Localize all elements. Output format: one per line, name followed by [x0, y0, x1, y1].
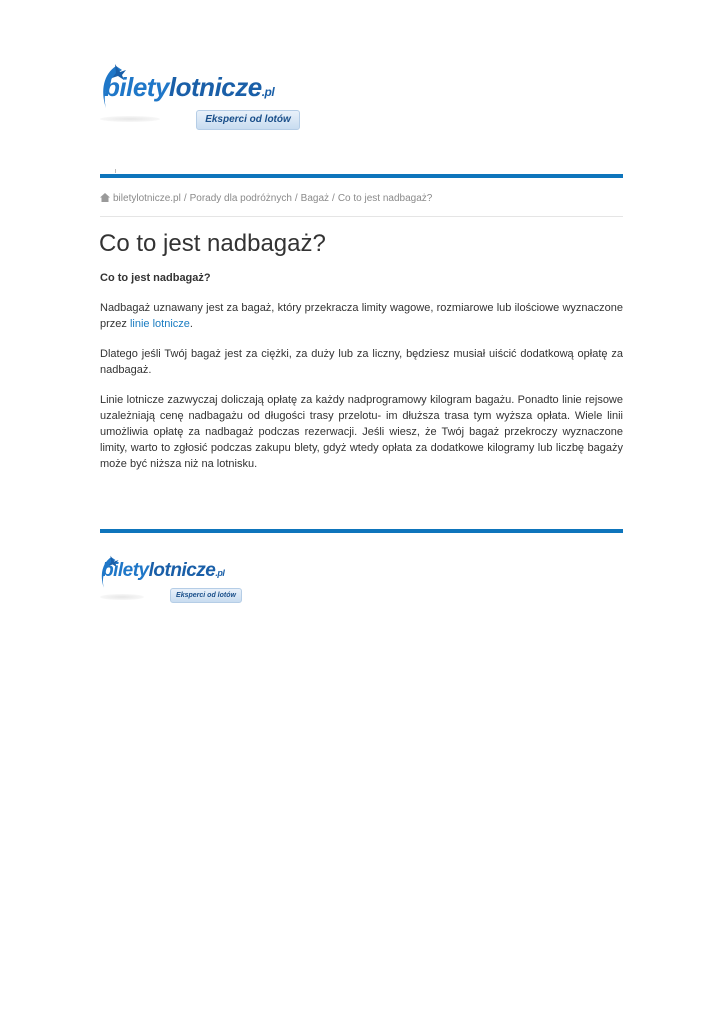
- logo-wordmark: biletylotnicze.pl: [102, 560, 225, 581]
- article-subtitle: Co to jest nadbagaż?: [100, 272, 211, 284]
- footer-logo[interactable]: [98, 551, 244, 605]
- breadcrumb-separator: /: [294, 193, 298, 204]
- breadcrumb-separator: /: [332, 193, 335, 204]
- paragraph-text: Nadbagaż uznawany jest za bagaż, który przekracza limity wagowe, rozmiarowe lub ilościowe wyznaczone przez: [100, 302, 623, 330]
- page-title: Co to jest nadbagaż?: [99, 230, 326, 257]
- paragraph-definition: [100, 300, 623, 332]
- logo-tagline: Eksperci od lotów: [170, 588, 242, 603]
- breadcrumb-divider: [100, 216, 623, 217]
- logo-wordmark: biletylotnicze.pl: [104, 72, 275, 102]
- paragraph-fee: Dlatego jeśli Twój bagaż jest za ciężki, za duży lub za liczny, będziesz musiał uiścić dodatkową opłatę za nadbagaż.: [100, 348, 623, 376]
- logo-shadow: [100, 116, 160, 122]
- breadcrumb: [100, 193, 432, 204]
- breadcrumb-item-current: Co to jest nadbagaż?: [337, 193, 433, 204]
- breadcrumb-item-home[interactable]: biletylotnicze.pl: [113, 193, 181, 204]
- article-body: [100, 270, 623, 486]
- breadcrumb-item-bagaz[interactable]: Bagaż: [300, 193, 330, 204]
- header-logo[interactable]: [98, 60, 303, 132]
- footer-rule: [100, 529, 623, 533]
- header-rule: [100, 174, 623, 178]
- paragraph-details: Linie lotnicze zazwyczaj doliczają opłatę za każdy nadprogramowy kilogram bagażu. Ponadto linie rejsowe uzależniają cenę nadbagażu od długości trasy przelotu- im dłuższa trasa tym wyższa opłata. Wiele linii umożliwia opłatę za nadbagaż podczas rezerwacji. Jeśli wiesz, że Twój bagaż przekroczy wyznaczone limity, warto to zgłosić podczas zakupu blety, gdyż wtedy opłata za dodatkowe kilogramy lub liczbę bagaży może być niższa niż na lotnisku.: [100, 394, 623, 470]
- breadcrumb-separator: /: [183, 193, 187, 204]
- breadcrumb-item-porady[interactable]: Porady dla podróżnych: [189, 193, 292, 204]
- logo-shadow: [100, 594, 144, 600]
- logo-tagline: Eksperci od lotów: [196, 110, 300, 130]
- home-icon[interactable]: [100, 193, 110, 202]
- link-airlines[interactable]: linie lotnicze: [129, 318, 190, 330]
- divider-tick: [115, 169, 116, 173]
- paragraph-text: .: [189, 318, 193, 330]
